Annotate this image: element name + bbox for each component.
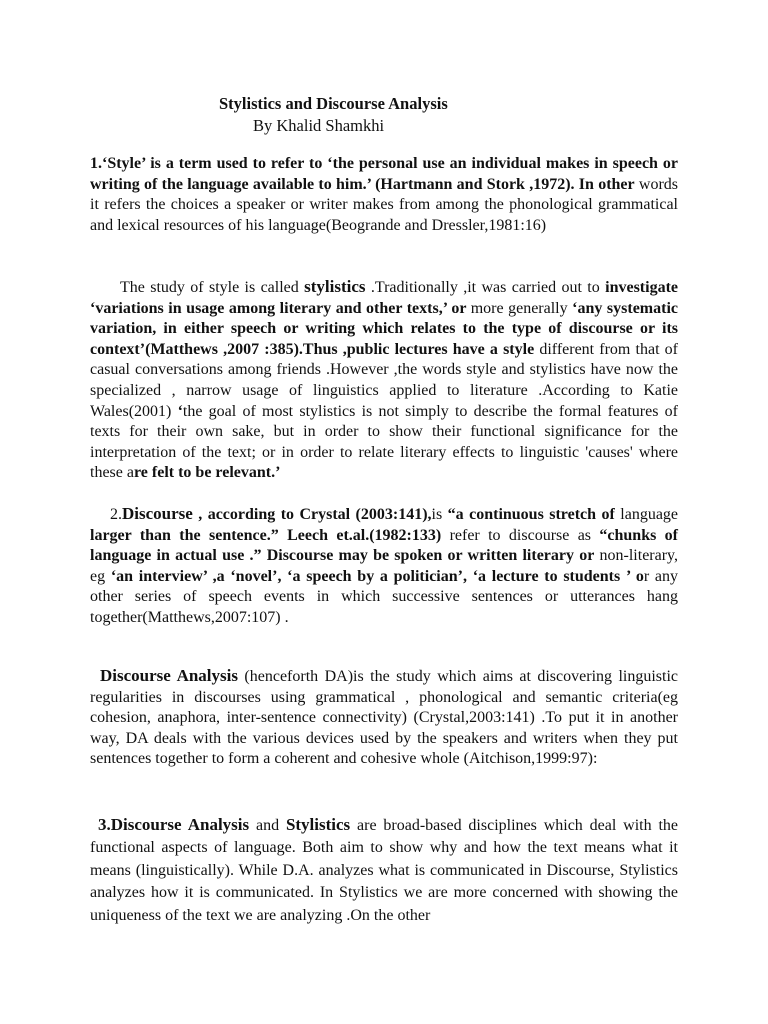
term-style: ‘Style’ <box>102 155 146 172</box>
paragraph-text: .Traditionally ,it was carried out to <box>365 279 606 296</box>
paragraph-text: ‘ <box>177 402 183 420</box>
paragraph-text: , according to Crystal (2003:141), <box>192 506 432 523</box>
term-discourse-analysis-numbered: 3.Discourse Analysis <box>98 815 250 834</box>
paragraph-text: investigate ‘variations in usage among literary and other texts,’ or <box>90 279 678 317</box>
paragraph-text: larger than the sentence.” Leech et.al.(1982:133) <box>90 526 442 544</box>
paragraph-text: more generally <box>470 299 573 317</box>
paragraph-text: The study of style is called <box>120 279 305 296</box>
section-number-1: 1. <box>90 155 102 172</box>
paragraph-text: (henceforth DA)is the study which aims at discovering linguistic regularities in discourses using grammatical , phonological and semantic criteria(eg cohesion, anaphora, inter-sentence connectivity) (Crystal,2003:141) .To put it in another way, DA deals with the various devices used by the speakers and writers when they put sentences together to form a coherent and cohesive whole (Aitchison,1999:97): <box>90 668 678 768</box>
term-discourse-analysis: Discourse Analysis <box>100 666 238 685</box>
paragraph-text: refer to discourse as <box>441 526 600 544</box>
paragraph-da-and-stylistics <box>90 814 678 927</box>
paragraph-text: “a continuous stretch of <box>447 506 615 523</box>
section-number-2: 2. <box>110 506 122 523</box>
term-stylistics: stylistics <box>304 277 366 296</box>
paragraph-stylistics <box>90 277 678 484</box>
paragraph-text: is <box>431 506 448 523</box>
paragraph-text: r any other series of speech events in which successive sentences or utterances hang together(Matthews,2007:107) . <box>90 567 678 626</box>
author-line: By Khalid Shamkhi <box>253 116 385 135</box>
paragraph-text: is a term used to refer to ‘the personal use an individual makes in speech or writing of the language available to him.’ (Hartmann and Stork ,1972). In other <box>90 155 678 193</box>
paragraph-text: ‘an interview’ ,a ‘novel’, ‘a speech by a politician’, ‘a lecture to students ’ o <box>110 567 644 585</box>
paragraph-text: and <box>249 817 286 834</box>
paragraph-text: re felt to be relevant.’ <box>133 464 281 482</box>
paragraph-text: ‘any systematic variation, in either speech or writing which relates to the type of discourse or its context’(Matthews ,2007 :385).Thus ,public lectures have a style <box>90 299 678 358</box>
paragraph-text: are broad-based disciplines which deal with the functional aspects of language. Both aim to show why and how the text means what it means (linguistically). While D.A. analyzes what is communicated in Discourse, Stylistics analyzes how it is communicated. In Stylistics we are more concerned with showing the uniqueness of the text we are analyzing .On the other <box>90 817 678 924</box>
paragraph-text: non-literary, eg <box>90 547 679 585</box>
paragraph-style-definition <box>90 154 678 236</box>
paragraph-text: language <box>614 506 679 523</box>
paragraph-text: the goal of most stylistics is not simply to describe the formal features of texts for their own sake, but in order to show their functional significance for the interpretation of the text; or in order to relate literary effects to linguistic 'causes' where these a <box>90 402 678 482</box>
term-stylistics: Stylistics <box>285 815 351 834</box>
paragraph-discourse-analysis <box>90 666 678 770</box>
paragraph-discourse <box>90 504 678 629</box>
paragraph-text: words it refers the choices a speaker or writer makes from among the phonological grammatical and lexical resources of his language(Beogrande and Dressler,1981:16) <box>90 175 679 234</box>
term-discourse: Discourse <box>122 504 193 523</box>
paragraph-text: “chunks of language in actual use .” Discourse may be spoken or written literary or <box>90 526 678 565</box>
paragraph-text: different from that of casual conversations among friends .However ,the words style and stylistics have now the specialized , narrow usage of linguistics applied to literature .According to Katie Wales(2001) <box>90 340 679 420</box>
document-title: Stylistics and Discourse Analysis <box>219 94 448 113</box>
